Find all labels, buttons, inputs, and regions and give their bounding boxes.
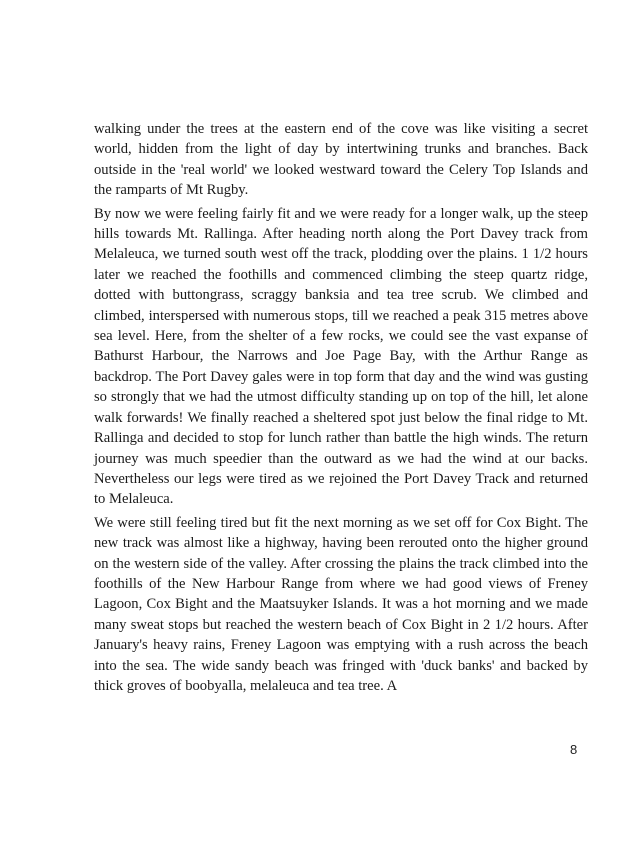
- paragraph-2: By now we were feeling fairly fit and we were ready for a longer walk, up the steep hills towards Mt. Rallinga. After heading north along the Port Davey track from Melaleuca, we turned south west off the track, plodding over the plains. 1 1/2 hours later we reached the foothills and commenced climbing the steep quartz ridge, dotted with buttongrass, scraggy banksia and tea tree scrub. We climbed and climbed, interspersed with numerous stops, till we reached a peak 315 metres above sea level. Here, from the shelter of a few rocks, we could see the vast expanse of Bathurst Harbour, the Narrows and Joe Page Bay, with the Arthur Range as backdrop. The Port Davey gales were in top form that day and the wind was gusting so strongly that we had the utmost difficulty standing up on top of the hill, let alone walk forwards! We finally reached a sheltered spot just below the final ridge to Mt. Rallinga and decided to stop for lunch rather than battle the high winds. The return journey was much speedier than the outward as we had the wind at our backs. Nevertheless our legs were tired as we rejoined the Port Davey Track and returned to Melaleuca.: [94, 205, 588, 508]
- body-text: [94, 119, 588, 696]
- paragraph-1: walking under the trees at the eastern end of the cove was like visiting a secret world, hidden from the light of day by intertwining trunks and branches. Back outside in the 'real world' we looked westward toward the Celery Top Islands and the ramparts of Mt Rugby.: [94, 121, 588, 199]
- page-number: 8: [570, 742, 578, 757]
- paragraph-3: We were still feeling tired but fit the next morning as we set off for Cox Bight. The new track was almost like a highway, having been rerouted onto the higher ground on the western side of the valley. After crossing the plains the track climbed into the foothills of the New Harbour Range from where we had good views of Freney Lagoon, Cox Bight and the Maatsuyker Islands. It was a hot morning and we made many sweat stops but reached the western beach of Cox Bight in 2 1/2 hours. After January's heavy rains, Freney Lagoon was emptying with a rush across the beach into the sea. The wide sandy beach was fringed with 'duck banks' and backed by thick groves of boobyalla, melaleuca and tea tree. A: [94, 514, 588, 694]
